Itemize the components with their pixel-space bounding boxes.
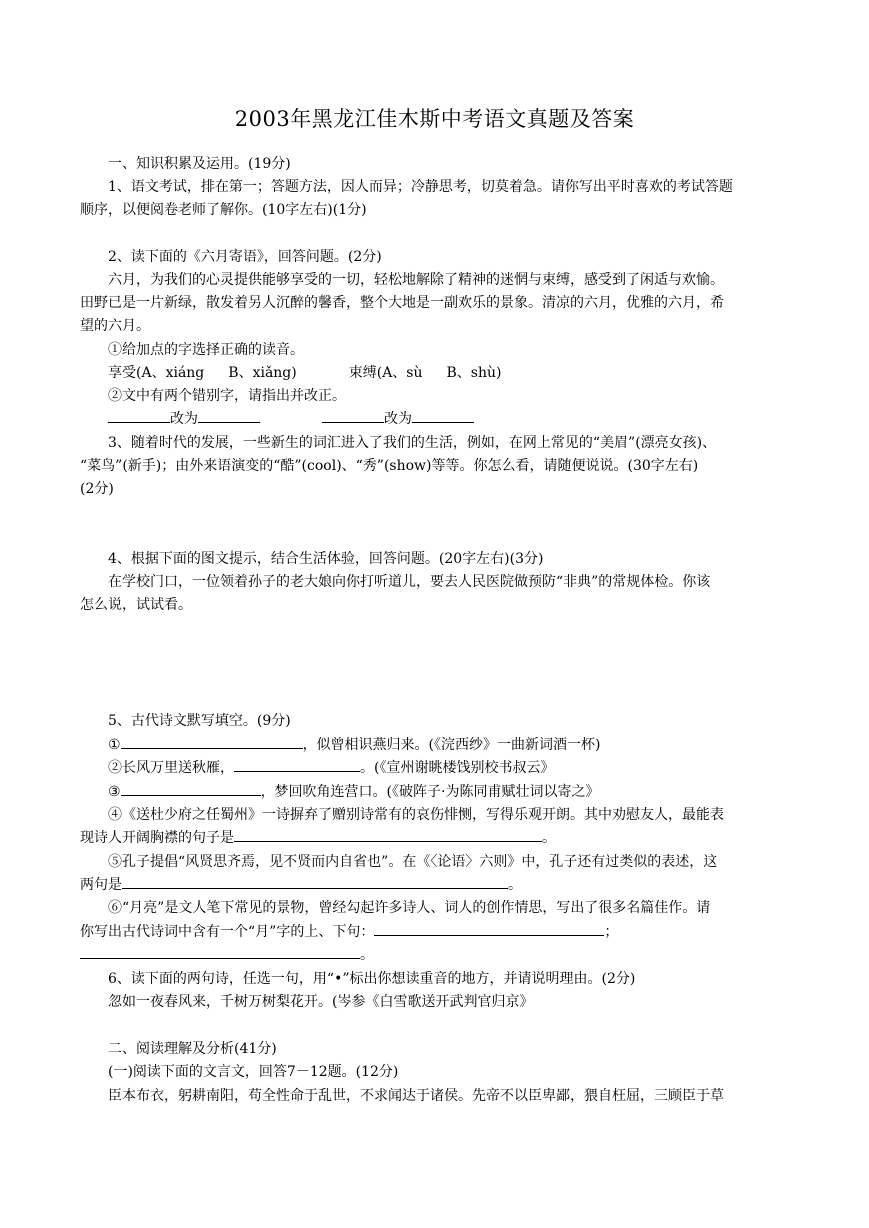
question-text: (2分) — [80, 481, 114, 497]
option-b: B、shù) — [446, 365, 502, 381]
answer-blank[interactable] — [322, 408, 384, 423]
answer-blank[interactable] — [198, 408, 260, 423]
option-a: 享受(A、xiáng — [108, 365, 205, 381]
answer-blank[interactable] — [412, 408, 474, 423]
pinyin-options — [108, 362, 792, 384]
passage-text: 田野已是一片新绿，散发着另人沉醉的馨香，整个大地是一副欢乐的景象。清凉的六月，优雅的六月，希 — [80, 295, 724, 311]
fill-line: ① ，似曾相识燕归来。(《浣西纱》一曲新词酒一杯) — [108, 734, 792, 756]
question-text: 2、读下面的《六月寄语》，回答问题。(2分) — [108, 249, 382, 265]
correction-label: 改为 — [170, 411, 198, 427]
fill-line: ③ ，梦回吹角连营口。(《破阵子·为陈同甫赋壮词以寄之》 — [108, 781, 792, 803]
fill-line: 两句是 。 — [80, 874, 792, 896]
poem-text: 忽如一夜春风来，千树万树梨花开。(岑参《白雪歌送开武判官归京》 — [108, 994, 534, 1010]
question-text: ④《送杜少府之任蜀州》一诗摒弃了赠别诗常有的哀伤悱恻，写得乐观开朗。其中劝慰友人，最能表 — [108, 807, 724, 823]
answer-blank[interactable] — [121, 781, 261, 796]
question-text: ⑤孔子提倡“风贤思齐焉，见不贤而内自省也”。在《〈论语〉六则》中，孔子还有过类似的表述，这 — [108, 854, 718, 870]
correction-label: 改为 — [384, 411, 412, 427]
question-text: 3、随着时代的发展，一些新生的词汇进入了我们的生活，例如，在网上常见的“美眉”(漂亮女孩)、 — [108, 435, 717, 451]
section-heading: 一、知识积累及运用。(19分) — [108, 156, 291, 172]
fill-line: ②长风万里送秋雁， 。(《宣州谢眺楼饯别校书叔云》 — [108, 757, 792, 779]
sub-question: ②文中有两个错别字，请指出并改正。 — [108, 388, 346, 404]
answer-blank[interactable] — [122, 874, 508, 889]
option-b: B、xiǎng) — [228, 365, 297, 381]
section-heading: 二、阅读理解及分析(41分) — [108, 1041, 277, 1057]
question-text: 怎么说，试试看。 — [80, 597, 192, 613]
question-text: 4、根据下面的图文提示，结合生活体验，回答问题。(20字左右)(3分) — [108, 551, 544, 567]
passage-text: 臣本布衣，躬耕南阳，苟全性命于乱世，不求闻达于诸侯。先帝不以臣卑鄙，猥自枉屈，三顾臣于草 — [108, 1088, 724, 1104]
fill-line: 你写出古代诗词中含有一个“月”字的上、下句： ； — [80, 921, 792, 943]
question-text: (一)阅读下面的文言文，回答7－12题。(12分) — [108, 1064, 399, 1080]
answer-blank[interactable] — [121, 734, 303, 749]
question-text: 5、古代诗文默写填空。(9分) — [108, 713, 291, 729]
question-text: 顺序，以便阅卷老师了解你。(10字左右)(1分) — [80, 202, 367, 218]
page-title: 2003年黑龙江佳木斯中考语文真题及答案 — [234, 107, 635, 131]
question-text: 6、读下面的两句诗，任选一句，用“•”标出你想读重音的地方，并请说明理由。(2分) — [108, 971, 636, 987]
fill-line: 。 — [80, 944, 792, 966]
option-a: 束缚(A、sù — [348, 365, 423, 381]
question-text: “菜鸟”(新手)；由外来语演变的“酷”(cool)、“秀”(show)等等。你怎么看，请随便说说。(30字左右) — [80, 458, 699, 474]
passage-text: 六月，为我们的心灵提供能够享受的一切，轻松地解除了精神的迷惘与束缚，感受到了闲适与欢愉。 — [108, 272, 724, 288]
question-text: 1、语文考试，排在第一；答题方法，因人而异；冷静思考，切莫着急。请你写出平时喜欢的考试答题 — [108, 179, 733, 195]
fill-line: 现诗人开阔胸襟的句子是 。 — [80, 827, 792, 849]
answer-blank[interactable] — [80, 944, 360, 959]
question-text: 在学校门口，一位领着孙子的老大娘向你打听道儿，要去人民医院做预防“非典”的常规体检。你该 — [108, 574, 711, 590]
answer-blank[interactable] — [234, 757, 360, 772]
passage-text: 望的六月。 — [80, 318, 150, 334]
answer-blank[interactable] — [374, 921, 604, 936]
sub-question: ①给加点的字选择正确的读音。 — [108, 342, 304, 358]
answer-blank[interactable] — [108, 408, 170, 423]
correction-line — [108, 408, 792, 430]
answer-blank[interactable] — [234, 827, 542, 842]
question-text: ⑥“月亮”是文人笔下常见的景物，曾经勾起许多诗人、词人的创作情思，写出了很多名篇佳作。请 — [108, 900, 711, 916]
